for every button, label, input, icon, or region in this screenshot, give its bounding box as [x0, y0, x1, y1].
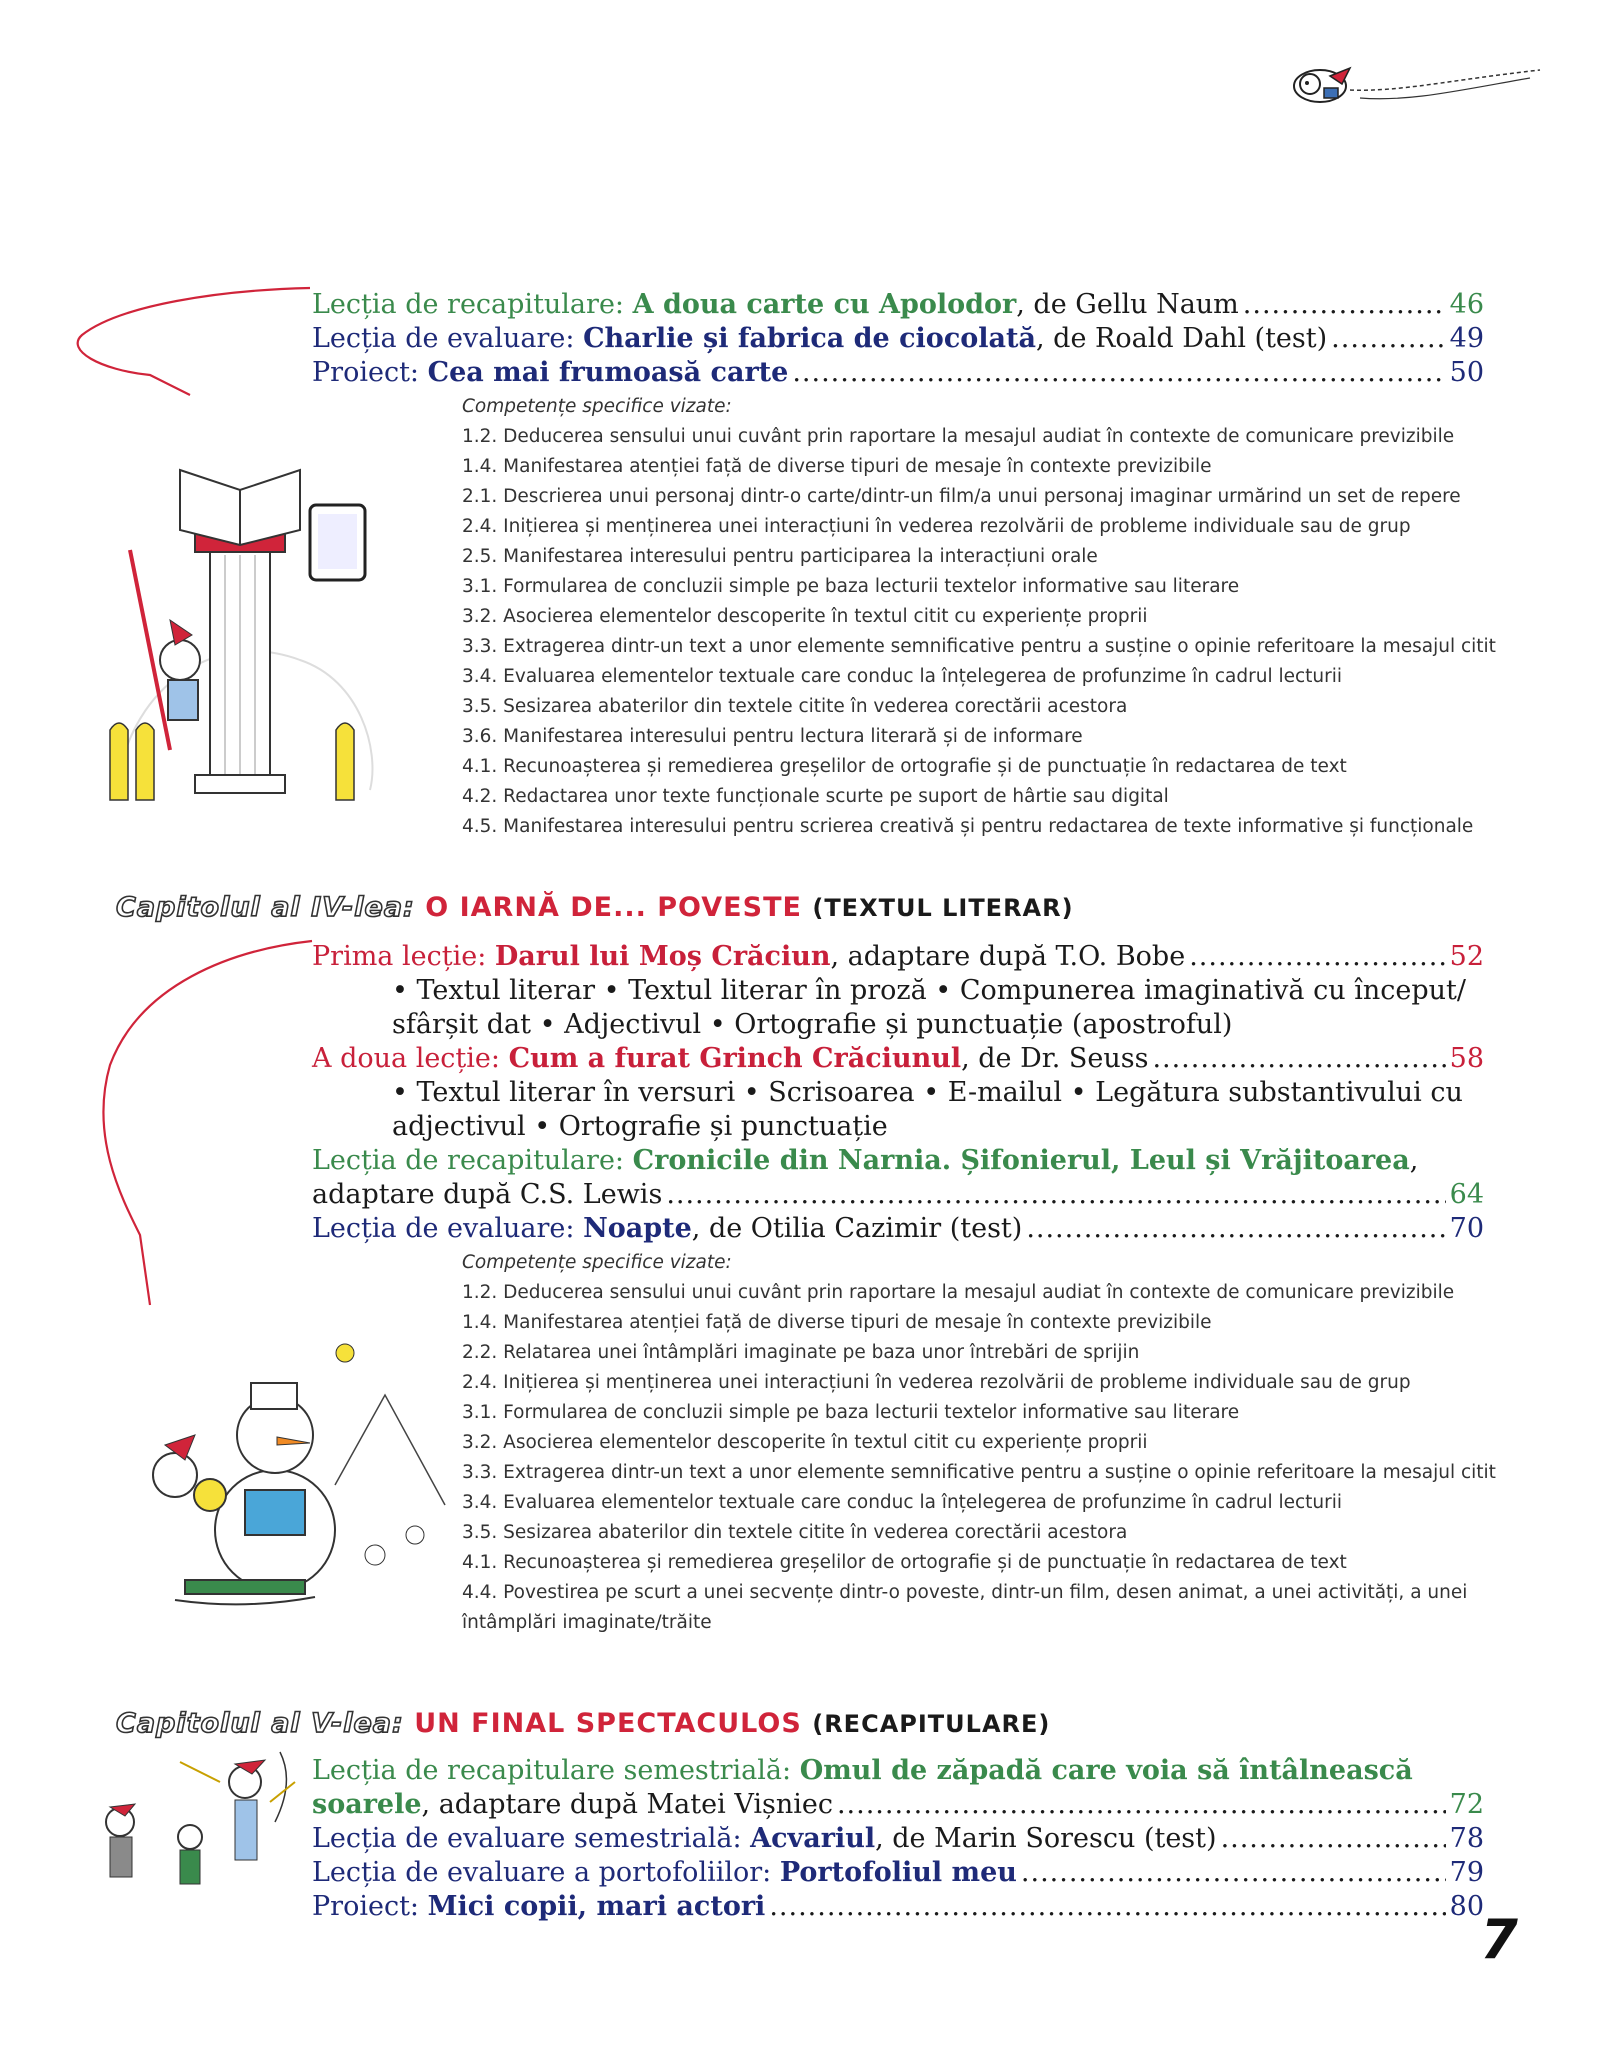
leader-dots — [1026, 1212, 1445, 1246]
entry-label: Lecția de evaluare: — [312, 1213, 584, 1244]
toc-entry-portfolio[interactable] — [312, 1856, 1484, 1890]
snowman-winter-illustration — [115, 1335, 460, 1625]
toc-entry-eval-noapte[interactable] — [312, 1212, 1484, 1246]
leader-dots — [792, 356, 1445, 390]
entry-page: 64 — [1449, 1179, 1484, 1210]
entry-title: Mici copii, mari actori — [427, 1891, 766, 1922]
competency-item: 3.5. Sesizarea abaterilor din textele citite în vederea corectării acestora — [462, 696, 1128, 717]
entry-author: adaptare după C.S. Lewis — [312, 1179, 663, 1210]
toc-entry-recap-narnia[interactable] — [312, 1144, 1484, 1212]
competency-item: 2.2. Relatarea unei întâmplări imaginate pe baza unor întrebări de sprijin — [462, 1342, 1140, 1363]
leader-dots — [837, 1788, 1446, 1822]
leader-dots — [1331, 322, 1445, 356]
entry-page: 49 — [1449, 323, 1484, 354]
leader-dots — [769, 1890, 1445, 1924]
competencies-title: Competențe specifice vizate: — [462, 1252, 732, 1273]
entry-title-cont: soarele — [312, 1789, 422, 1820]
competency-item: 2.1. Descrierea unui personaj dintr-o carte/dintr-un film/a unui personaj imaginar urmărind un set de repere — [462, 486, 1461, 507]
competency-item: 2.4. Inițierea și menținerea unei interacțiuni în vederea rezolvării de probleme individuale sau de grup — [462, 516, 1411, 537]
chapter-name: O IARNĂ DE... POVESTE — [425, 892, 802, 923]
entry-page: 50 — [1449, 357, 1484, 388]
competency-item: 1.2. Deducerea sensului unui cuvânt prin raportare la mesajul audiat în contexte de comunicare previzibile — [462, 426, 1455, 447]
competency-item: 2.5. Manifestarea interesului pentru participarea la interacțiuni orale — [462, 546, 1098, 567]
toc-entry-recap-apolodor[interactable] — [312, 288, 1484, 322]
competencies-title: Competențe specifice vizate: — [462, 396, 732, 417]
entry-label: Lecția de recapitulare semestrială: — [312, 1755, 800, 1786]
entry-author: , de Marin Sorescu (test) — [875, 1823, 1217, 1854]
speech-bubble-outline-1 — [60, 280, 320, 400]
competency-item: 3.3. Extragerea dintr-un text a unor elemente semnificative pentru a susține o opinie referitoare la mesajul citit — [462, 636, 1496, 657]
entry-label: Lecția de evaluare: — [312, 323, 584, 354]
entry-label: A doua lecție: — [312, 1043, 509, 1074]
entry-page: 79 — [1449, 1857, 1484, 1888]
topic-line: • Textul literar în versuri • Scrisoarea • E-mailul • Legătura substantivului cu — [392, 1077, 1463, 1108]
entry-punct: , — [1409, 1145, 1419, 1176]
competency-item: 2.4. Inițierea și menținerea unei interacțiuni în vederea rezolvării de probleme individuale sau de grup — [462, 1372, 1411, 1393]
toc-entry-eval-acvariul[interactable] — [312, 1822, 1484, 1856]
chapter-4-heading[interactable] — [116, 892, 1074, 923]
entry-author: , de Dr. Seuss — [961, 1043, 1149, 1074]
competency-item: 3.4. Evaluarea elementelor textuale care conduc la înțelegerea de profunzime în cadrul lecturii — [462, 666, 1343, 687]
page-number: 7 — [1480, 1908, 1518, 1971]
chapter-label: Capitolul al IV-lea: — [116, 892, 415, 923]
leader-dots — [666, 1178, 1445, 1212]
toc-entry-eval-charlie[interactable] — [312, 322, 1484, 356]
entry-title: Cum a furat Grinch Crăciunul — [508, 1043, 962, 1074]
competency-item: 4.1. Recunoașterea și remedierea greșelilor de ortografie și de punctuație în redactarea de text — [462, 1552, 1347, 1573]
chapter-5-heading[interactable] — [116, 1708, 1050, 1739]
entry-title: Acvariul — [750, 1823, 876, 1854]
competency-item: 3.4. Evaluarea elementelor textuale care conduc la înțelegerea de profunzime în cadrul lecturii — [462, 1492, 1343, 1513]
competency-item: 3.1. Formularea de concluzii simple pe baza lecturii textelor informative sau literare — [462, 576, 1240, 597]
entry-title: Omul de zăpadă care voia să întâlnească — [799, 1755, 1413, 1786]
flying-character-illustration — [1280, 50, 1550, 120]
entry-label: Proiect: — [312, 357, 428, 388]
leader-dots — [1189, 940, 1445, 974]
toc-entry-project-carte[interactable] — [312, 356, 1484, 390]
entry-page: 46 — [1449, 289, 1484, 320]
competency-item: 4.4. Povestirea pe scurt a unei secvențe dintr-o poveste, dintr-un film, desen animat, a unei activități, a unei întâmplări imaginate/trăite — [462, 1582, 1468, 1633]
toc-entry-recap-omul-de-zapada[interactable] — [312, 1754, 1484, 1822]
entry-author: , de Otilia Cazimir (test) — [691, 1213, 1023, 1244]
entry-title: Cronicile din Narnia. Șifonierul, Leul și Vrăjitoarea — [632, 1145, 1410, 1176]
chapter-name: UN FINAL SPECTACULOS — [414, 1708, 802, 1739]
entry-title: A doua carte cu Apolodor — [632, 289, 1017, 320]
chapter-subtitle: (TEXTUL LITERAR) — [812, 894, 1074, 922]
topic-line: adjectivul • Ortografie și punctuație — [392, 1111, 888, 1142]
entry-label: Lecția de recapitulare: — [312, 289, 633, 320]
competency-item: 1.4. Manifestarea atenției față de diverse tipuri de mesaje în contexte previzibile — [462, 456, 1212, 477]
chapter-label: Capitolul al V-lea: — [116, 1708, 404, 1739]
leader-dots — [1221, 1822, 1446, 1856]
competency-item: 3.1. Formularea de concluzii simple pe baza lecturii textelor informative sau literare — [462, 1402, 1240, 1423]
entry-label: Prima lecție: — [312, 941, 495, 972]
entry-author: , de Roald Dahl (test) — [1036, 323, 1328, 354]
lesson2-topics — [392, 1076, 1492, 1144]
competency-item: 4.5. Manifestarea interesului pentru scrierea creativă și pentru redactarea de texte informative și funcționale — [462, 816, 1474, 837]
entry-title: Darul lui Moș Crăciun — [494, 941, 831, 972]
entry-title: Noapte — [583, 1213, 692, 1244]
entry-label: Lecția de recapitulare: — [312, 1145, 633, 1176]
topic-line: • Textul literar • Textul literar în proză • Compunerea imaginativă cu început/ — [392, 975, 1466, 1006]
competency-item: 1.2. Deducerea sensului unui cuvânt prin raportare la mesajul audiat în contexte de comunicare previzibile — [462, 1282, 1455, 1303]
competency-item: 3.3. Extragerea dintr-un text a unor elemente semnificative pentru a susține o opinie referitoare la mesajul citit — [462, 1462, 1496, 1483]
entry-label: Proiect: — [312, 1891, 428, 1922]
toc-entry-lesson1-mos-craciun[interactable] — [312, 940, 1484, 974]
leader-dots — [1021, 1856, 1446, 1890]
toc-entry-lesson2-grinch[interactable] — [312, 1042, 1484, 1076]
entry-page: 80 — [1449, 1891, 1484, 1922]
competency-item: 4.2. Redactarea unor texte funcționale scurte pe suport de hârtie sau digital — [462, 786, 1169, 807]
chapter-subtitle: (RECAPITULARE) — [812, 1710, 1051, 1738]
entry-label: Lecția de evaluare a portofoliilor: — [312, 1857, 780, 1888]
entry-author: , de Gellu Naum — [1016, 289, 1239, 320]
entry-label: Lecția de evaluare semestrială: — [312, 1823, 751, 1854]
competencies-list-section3 — [462, 392, 1502, 842]
entry-author: , adaptare după T.O. Bobe — [830, 941, 1186, 972]
competencies-list-chapter4 — [462, 1248, 1502, 1638]
competency-item: 3.6. Manifestarea interesului pentru lectura literară și de informare — [462, 726, 1083, 747]
entry-page: 70 — [1449, 1213, 1484, 1244]
entry-page: 78 — [1449, 1823, 1484, 1854]
entry-title: Portofoliul meu — [779, 1857, 1017, 1888]
entry-title: Charlie și fabrica de ciocolată — [583, 323, 1036, 354]
entry-page: 52 — [1449, 941, 1484, 972]
book-column-illustration — [100, 430, 400, 830]
performers-illustration — [80, 1742, 310, 1912]
toc-entry-project-actori[interactable] — [312, 1890, 1484, 1924]
lesson1-topics — [392, 974, 1492, 1042]
competency-item: 4.1. Recunoașterea și remedierea greșelilor de ortografie și de punctuație în redactarea de text — [462, 756, 1347, 777]
competency-item: 3.2. Asocierea elementelor descoperite în textul citit cu experiențe proprii — [462, 1432, 1148, 1453]
leader-dots — [1152, 1042, 1445, 1076]
competency-item: 3.5. Sesizarea abaterilor din textele citite în vederea corectării acestora — [462, 1522, 1128, 1543]
speech-bubble-outline-2 — [80, 935, 320, 1315]
entry-page: 58 — [1449, 1043, 1484, 1074]
entry-page: 72 — [1449, 1789, 1484, 1820]
competency-item: 1.4. Manifestarea atenției față de diverse tipuri de mesaje în contexte previzibile — [462, 1312, 1212, 1333]
leader-dots — [1243, 288, 1446, 322]
topic-line: sfârșit dat • Adjectivul • Ortografie și punctuație (apostroful) — [392, 1009, 1233, 1040]
entry-title: Cea mai frumoasă carte — [427, 357, 789, 388]
competency-item: 3.2. Asocierea elementelor descoperite în textul citit cu experiențe proprii — [462, 606, 1148, 627]
entry-author: , adaptare după Matei Vișniec — [421, 1789, 833, 1820]
